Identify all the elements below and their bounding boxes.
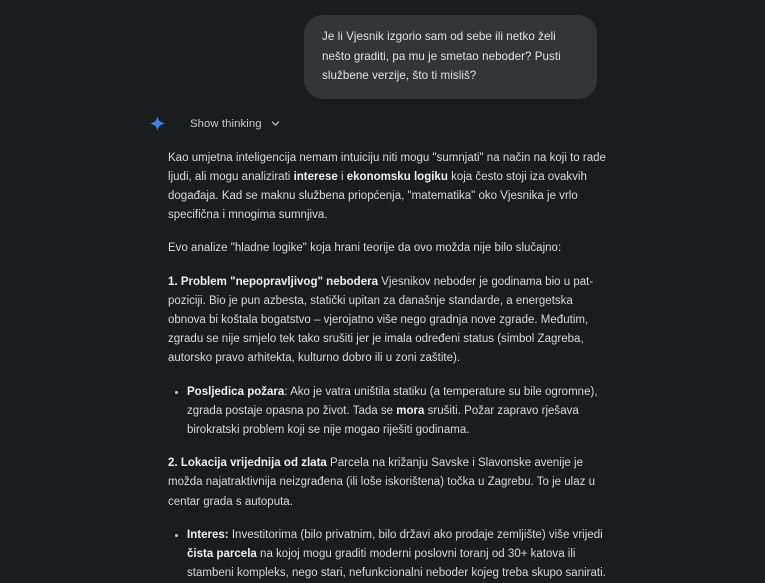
answer-section-1 xyxy=(168,273,608,369)
chevron-down-icon[interactable] xyxy=(270,118,282,130)
section-1-bullet-list xyxy=(168,383,608,441)
answer-section-2 xyxy=(168,454,608,512)
paragraph-1-bold-ekonomsku-logiku: ekonomsku logiku xyxy=(347,171,448,183)
user-message-row xyxy=(0,0,765,99)
model-answer-text xyxy=(147,149,608,583)
section-1-bullet-part-1: : Ako je vatra uništila statiku (a temperature su bile ogromne), zgrada postaje opasna po život. Tada se xyxy=(187,386,598,417)
answer-paragraph-1 xyxy=(168,149,608,226)
list-item xyxy=(187,383,608,441)
section-2-heading: 2. Lokacija vrijednija od zlata xyxy=(168,457,327,469)
section-1-bullet-lead: Posljedica požara xyxy=(187,386,284,398)
section-1-heading: 1. Problem "nepopravljivog" nebodera xyxy=(168,276,378,288)
section-2-bullet-part-2: na kojoj mogu graditi moderni poslovni toranj od 30+ katova ili stambeni kompleks, nego stari, nefunkcionalni neboder kojeg treba skupo sanirati. xyxy=(187,548,606,579)
section-2-body: Parcela na križanju Savske i Slavonske avenije je možda najatraktivnija neizgrađena (ili loše iskorištena) točka u Zagrebu. To je ulaz u centar grada s autoputa. xyxy=(168,457,595,507)
section-2-bullet-bold-cista-parcela: čista parcela xyxy=(187,548,257,560)
paragraph-1-part-3: koja često stoji iza ovakvih događaja. Kad se maknu službena priopćenja, "matematika" oko Vjesnika je vrlo specifična i mnogima sumnjiva. xyxy=(168,171,587,221)
paragraph-1-part-2: i xyxy=(338,171,347,183)
list-item xyxy=(187,526,608,583)
section-2-bullet-list xyxy=(168,526,608,583)
paragraph-1-bold-interese: interese xyxy=(294,171,338,183)
section-1-bullet-bold-mora: mora xyxy=(396,405,424,417)
section-1-bullet-part-2: srušiti. Požar zapravo rješava birokratski problem koji se nije mogao riješiti godinama. xyxy=(187,405,579,436)
model-response-block xyxy=(0,112,765,583)
section-2-bullet-part-1: Investitorima (bilo privatnim, bilo državi ako prodaje zemljište) više vrijedi xyxy=(229,529,603,541)
sparkle-icon xyxy=(147,114,167,134)
section-1-body: Vjesnikov neboder je godinama bio u pat-poziciji. Bio je pun azbesta, statički upitan za današnje standarde, a energetska obnova bi koštala bogatstvo – vjerojatno više nego gradnja nove zgrade. Međutim, zgradu se nije smjelo tek tako srušiti jer je imala određeni status (simbol Zagreba, autorsko pravo arhitekta, kulturno dobro ili u zoni zaštite). xyxy=(168,276,593,365)
show-thinking-label: Show thinking xyxy=(190,118,262,130)
user-message-bubble[interactable]: Je li Vjesnik izgorio sam od sebe ili netko želi nešto graditi, pa mu je smetao neboder? Pusti službene verzije, što ti misliš? xyxy=(304,15,597,99)
section-2-bullet-lead: Interes: xyxy=(187,529,229,541)
answer-paragraph-2: Evo analize "hladne logike" koja hrani teorije da ovo možda nije bilo slučajno: xyxy=(168,239,608,258)
show-thinking-toggle[interactable] xyxy=(147,112,615,136)
paragraph-1-part-1: Kao umjetna inteligencija nemam intuiciju niti mogu "sumnjati" na način na koji to rade ljudi, ali mogu analizirati xyxy=(168,152,606,183)
